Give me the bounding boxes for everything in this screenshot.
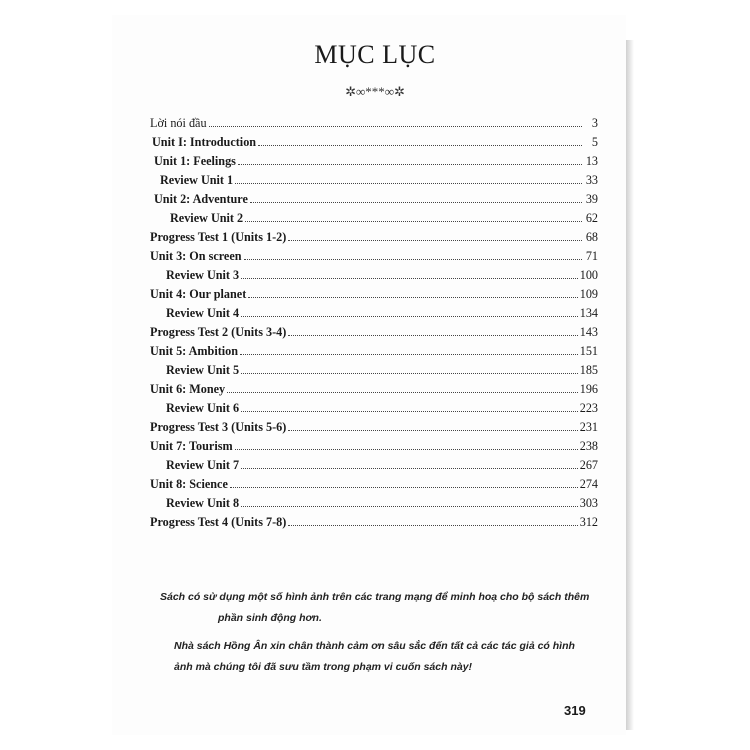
- toc-entry: [150, 287, 598, 306]
- toc-dot-leader: [288, 230, 582, 241]
- toc-entry-page: 267: [579, 458, 598, 472]
- toc-entry-page: 185: [579, 363, 598, 377]
- note-thanks-line2: ảnh mà chúng tôi đã sưu tầm trong phạm vi cuốn sách này!: [174, 661, 473, 673]
- toc-entry-label: Unit 3: On screen: [150, 249, 242, 263]
- toc-entry-label: Review Unit 7: [166, 458, 240, 472]
- toc-entry: [150, 135, 598, 154]
- toc-entry-page: 238: [579, 439, 598, 453]
- toc-entry-label: Unit 6: Money: [150, 382, 226, 396]
- toc-entry: [150, 268, 598, 287]
- toc-dot-leader: [258, 135, 582, 146]
- toc-entry-label: Review Unit 6: [166, 401, 240, 415]
- toc-entry: [150, 477, 598, 496]
- toc-dot-leader: [238, 154, 582, 165]
- toc-entry-page: 68: [585, 230, 598, 244]
- toc-entry-label: Progress Test 4 (Units 7-8): [150, 515, 287, 529]
- toc-dot-leader: [209, 116, 582, 127]
- toc-dot-leader: [241, 306, 578, 317]
- toc-entry-page: 13: [585, 154, 598, 168]
- toc-entry-page: 151: [579, 344, 598, 358]
- toc-entry-page: 39: [585, 192, 598, 206]
- note-thanks-line1: Nhà sách Hồng Ân xin chân thành cảm ơn sâu sắc đến tất cả các tác giả có hình: [174, 640, 575, 652]
- toc-entry-label: Progress Test 2 (Units 3-4): [150, 325, 287, 339]
- toc-entry-page: 5: [591, 135, 598, 149]
- toc-entry-label: Unit 1: Feelings: [154, 154, 236, 168]
- toc-entry: [150, 116, 598, 135]
- toc-entry: [150, 420, 598, 439]
- toc-entry-page: 223: [579, 401, 598, 415]
- toc-dot-leader: [288, 515, 577, 526]
- toc-entry-label: Unit 7: Tourism: [150, 439, 233, 453]
- toc-dot-leader: [288, 325, 577, 336]
- toc-entry: [150, 439, 598, 458]
- toc-dot-leader: [235, 173, 582, 184]
- toc-entry-page: 62: [585, 211, 598, 225]
- toc-entry-page: 3: [591, 116, 598, 130]
- toc-entry: [150, 496, 598, 515]
- toc-dot-leader: [230, 477, 578, 488]
- toc-dot-leader: [241, 496, 578, 507]
- toc-entry: [150, 249, 598, 268]
- toc-entry: [150, 382, 598, 401]
- toc-entry-label: Unit I: Introduction: [152, 135, 257, 149]
- toc-entry-label: Lời nói đầu: [150, 116, 207, 130]
- toc-dot-leader: [241, 401, 578, 412]
- toc-dot-leader: [235, 439, 578, 450]
- toc-dot-leader: [248, 287, 577, 298]
- note-illustrations-line2: phần sinh động hơn.: [218, 612, 322, 624]
- toc-entry: [150, 173, 598, 192]
- toc-entry-label: Unit 2: Adventure: [154, 192, 248, 206]
- toc-entry: [150, 325, 598, 344]
- toc-entry: [150, 211, 598, 230]
- toc-entry: [150, 401, 598, 420]
- table-of-contents: [150, 116, 598, 534]
- toc-entry-label: Unit 5: Ambition: [150, 344, 239, 358]
- toc-entry-label: Review Unit 8: [166, 496, 240, 510]
- toc-dot-leader: [240, 344, 578, 355]
- toc-entry: [150, 192, 598, 211]
- toc-entry-page: 196: [579, 382, 598, 396]
- toc-entry-label: Review Unit 5: [166, 363, 240, 377]
- toc-entry: [150, 344, 598, 363]
- toc-entry-label: Review Unit 2: [170, 211, 244, 225]
- toc-entry-page: 303: [579, 496, 598, 510]
- toc-entry-label: Unit 8: Science: [150, 477, 228, 491]
- toc-dot-leader: [245, 211, 582, 222]
- toc-entry-page: 143: [579, 325, 598, 339]
- toc-entry-label: Review Unit 3: [166, 268, 240, 282]
- toc-dot-leader: [244, 249, 582, 260]
- toc-entry-label: Review Unit 1: [160, 173, 234, 187]
- toc-entry: [150, 154, 598, 173]
- toc-dot-leader: [241, 458, 578, 469]
- toc-entry: [150, 306, 598, 325]
- toc-entry-label: Progress Test 1 (Units 1-2): [150, 230, 287, 244]
- toc-entry-label: Progress Test 3 (Units 5-6): [150, 420, 287, 434]
- toc-entry-page: 71: [585, 249, 598, 263]
- toc-entry-page: 312: [579, 515, 598, 529]
- toc-dot-leader: [241, 268, 578, 279]
- title-ornament: ✲∞***∞✲: [345, 84, 405, 99]
- toc-entry-page: 33: [585, 173, 598, 187]
- toc-entry-page: 274: [579, 477, 598, 491]
- toc-dot-leader: [241, 363, 578, 374]
- toc-entry-label: Review Unit 4: [166, 306, 240, 320]
- toc-entry-label: Unit 4: Our planet: [150, 287, 247, 301]
- toc-entry: [150, 458, 598, 477]
- toc-entry-page: 109: [579, 287, 598, 301]
- note-illustrations-line1: Sách có sử dụng một số hình ảnh trên các trang mạng để minh hoạ cho bộ sách thêm: [160, 591, 590, 603]
- toc-dot-leader: [250, 192, 582, 203]
- page-number: 319: [564, 703, 586, 718]
- toc-dot-leader: [288, 420, 577, 431]
- toc-entry: [150, 363, 598, 382]
- toc-entry-page: 134: [579, 306, 598, 320]
- toc-dot-leader: [227, 382, 578, 393]
- toc-entry: [150, 230, 598, 249]
- page-title: MỤC LỤC: [314, 40, 436, 69]
- toc-entry: [150, 515, 598, 534]
- toc-entry-page: 100: [579, 268, 598, 282]
- toc-entry-page: 231: [579, 420, 598, 434]
